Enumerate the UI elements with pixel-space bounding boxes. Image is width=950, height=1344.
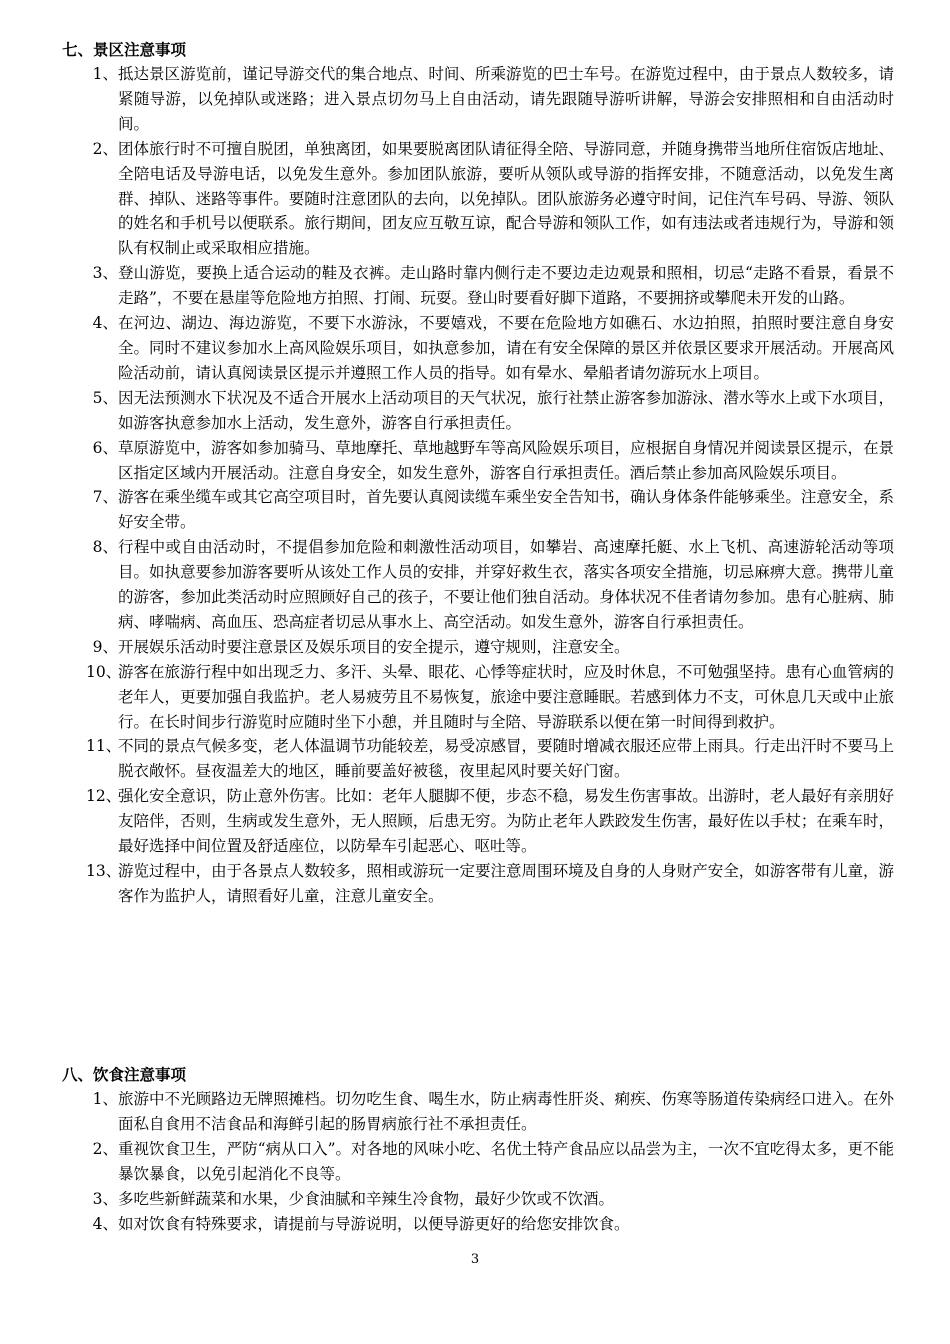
list-item [86,784,894,859]
section-7-heading: 七、景区注意事项 [62,40,187,59]
item-text: 强化安全意识，防止意外伤害。比如：老年人腿脚不便，步态不稳，易发生伤害事故。出游时，老人最好有亲朋好友陪伴，否则，生病或发生意外，无人照顾，后患无穷。为防止老年人跌跤发生伤害，最好佐以手杖；在乘车时，最好选择中间位置及舒适座位，以防晕车引起恶心、呕吐等。 [118,787,894,856]
item-number: 5、 [92,388,118,407]
item-text: 在河边、湖边、海边游览，不要下水游泳，不要嬉戏，不要在危险地方如礁石、水边拍照，拍照时要注意自身安全。同时不建议参加水上高风险娱乐项目，如执意参加，请在有安全保障的景区并依景区要求开展活动。开展高风险活动前，请认真阅读景区提示并遵照工作人员的指导。如有晕水、晕船者请勿游玩水上项目。 [118,314,894,382]
item-text: 不同的景点气候多变，老人体温调节功能较差，易受凉感冒，要随时增减衣服还应带上雨具。行走出汗时不要马上脱衣敞怀。昼夜温差大的地区，睡前要盖好被毯，夜里起风时要关好门窗。 [118,737,894,781]
item-text: 行程中或自由活动时，不提倡参加危险和刺激性活动项目，如攀岩、高速摩托艇、水上飞机、高速游轮活动等项目。如执意要参加游客要听从该处工作人员的安排，并穿好救生衣，落实各项安全措施，切忌麻痹大意。携带儿童的游客，参加此类活动时应照顾好自己的孩子，不要让他们独自活动。身体状况不佳者请勿参加。患有心脏病、肺病、哮喘病、高血压、恐高症者切忌从事水上、高空活动。如发生意外，游客自行承担责任。 [118,538,894,631]
item-number: 3、 [92,264,118,283]
section-8-list [86,1087,894,1236]
item-number: 8、 [92,538,118,557]
item-number: 3、 [92,1189,118,1208]
page-number: 3 [470,1252,480,1267]
list-item [86,137,894,262]
list-item [86,635,894,660]
list-item [86,1087,894,1137]
list-item [86,1187,894,1212]
item-text: 抵达景区游览前，谨记导游交代的集合地点、时间、所乘游览的巴士车号。在游览过程中，由于景点人数较多，请紧随导游，以免掉队或迷路；进入景点切勿马上自由活动，请先跟随导游听讲解，导游会安排照相和自由活动时间。 [118,65,894,133]
list-item [86,1137,894,1187]
list-item [86,859,894,909]
item-number: 9、 [92,637,118,656]
list-item [86,1212,894,1237]
item-number: 4、 [92,314,118,333]
item-number: 1、 [92,65,118,83]
item-text: 登山游览，要换上适合运动的鞋及衣裤。走山路时靠内侧行走不要边走边观景和照相，切忌“走路不看景，看景不走路”，不要在悬崖等危险地方拍照、打闹、玩耍。登山时要看好脚下道路，不要拥挤或攀爬未开发的山路。 [118,264,894,308]
list-item [86,62,894,137]
list-item [86,660,894,735]
list-item [86,485,894,535]
item-text: 团体旅行时不可擅自脱团，单独离团，如果要脱离团队请征得全陪、导游同意，并随身携带当地所住宿饭店地址、全陪电话及导游电话，以免发生意外。参加团队旅游，要听从领队或导游的指挥安排，不随意活动，以免发生离群、掉队、迷路等事件。要随时注意团队的去向，以免掉队。团队旅游务必遵守时间，记住汽车号码、导游、领队的姓名和手机号以便联系。旅行期间，团友应互敬互谅，配合导游和领队工作，如有违法或者违规行为，导游和领队有权制止或采取相应措施。 [118,139,894,258]
item-number: 7、 [92,488,118,507]
section-7-list [86,62,894,909]
item-text: 开展娱乐活动时要注意景区及娱乐项目的安全提示，遵守规则，注意安全。 [118,637,630,656]
item-text: 多吃些新鲜蔬菜和水果，少食油腻和辛辣生冷食物，最好少饮或不饮酒。 [118,1189,615,1208]
item-number: 4、 [92,1214,118,1233]
item-number: 12、 [86,787,122,806]
item-number: 2、 [92,1139,118,1158]
item-text: 重视饮食卫生，严防“病从口入”。对各地的风味小吃、名优土特产食品应以品尝为主，一次不宜吃得太多，更不能暴饮暴食，以免引起消化不良等。 [118,1139,894,1183]
item-text: 如对饮食有特殊要求，请提前与导游说明，以便导游更好的给您安排饮食。 [118,1214,630,1233]
item-number: 11、 [86,737,122,756]
list-item [86,734,894,784]
list-item [86,386,894,436]
list-item [86,436,894,486]
item-number: 13、 [86,862,122,880]
item-text: 旅游中不光顾路边无牌照摊档。切勿吃生食、喝生水，防止病毒性肝炎、痢疾、伤寒等肠道传染病经口进入。在外面私自食用不洁食品和海鲜引起的肠胃病旅行社不承担责任。 [118,1090,894,1133]
item-number: 2、 [92,139,118,158]
item-text: 游客在乘坐缆车或其它高空项目时，首先要认真阅读缆车乘坐安全告知书，确认身体条件能够乘坐。注意安全，系好安全带。 [118,488,894,532]
item-number: 10、 [86,662,122,681]
item-text: 游览过程中，由于各景点人数较多，照相或游玩一定要注意周围环境及自身的人身财产安全，如游客带有儿童，游客作为监护人，请照看好儿童，注意儿童安全。 [118,862,894,905]
item-number: 6、 [92,438,118,457]
list-item [86,311,894,386]
section-8-heading: 八、饮食注意事项 [62,1065,187,1084]
item-text: 草原游览中，游客如参加骑马、草地摩托、草地越野车等高风险娱乐项目，应根据自身情况并阅读景区提示，在景区指定区域内开展活动。注意自身安全，如发生意外，游客自行承担责任。酒后禁止参加高风险娱乐项目。 [118,438,894,482]
list-item [86,261,894,311]
list-item [86,535,894,635]
item-text: 游客在旅游行程中如出现乏力、多汗、头晕、眼花、心悸等症状时，应及时休息，不可勉强坚持。患有心血管病的老年人，更要加强自我监护。老人易疲劳且不易恢复，旅途中要注意睡眠。若感到体力不支，可休息几天或中止旅行。在长时间步行游览时应随时坐下小憩，并且随时与全陪、导游联系以便在第一时间得到救护。 [118,662,894,731]
item-number: 1、 [92,1090,118,1108]
item-text: 因无法预测水下状况及不适合开展水上活动项目的天气状况，旅行社禁止游客参加游泳、潜水等水上或下水项目，如游客执意参加水上活动，发生意外，游客自行承担责任。 [118,388,894,432]
